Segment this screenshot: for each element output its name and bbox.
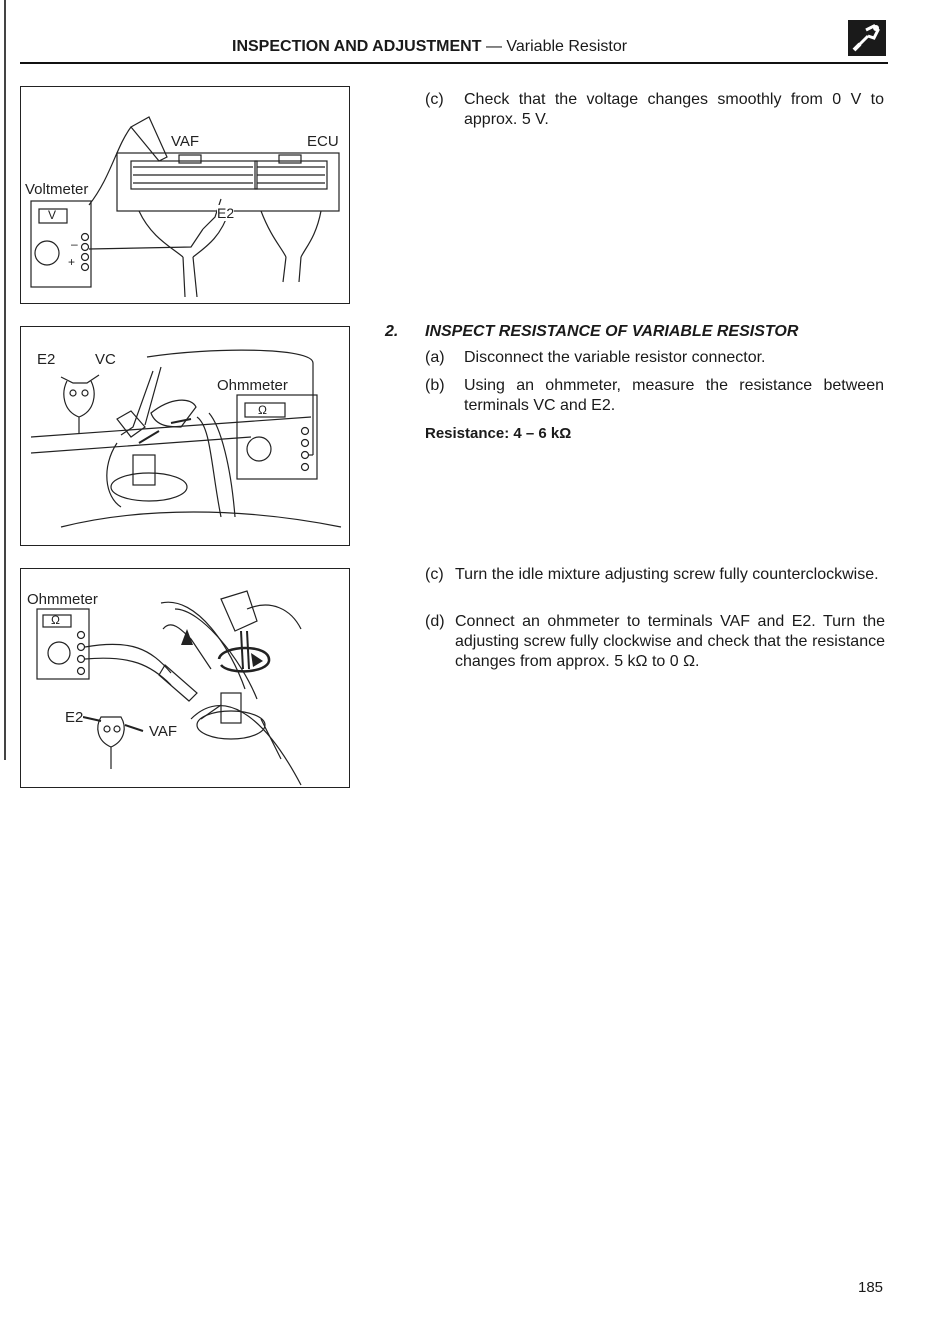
step-mark: (a) <box>425 349 445 366</box>
label-ecu: ECU <box>307 133 339 150</box>
label-plus: + <box>68 255 76 269</box>
label-ohmmeter: Ohmmeter <box>217 377 288 394</box>
label-minus: – <box>71 237 78 251</box>
page-number: 185 <box>858 1279 884 1296</box>
section-title: INSPECT RESISTANCE OF VARIABLE RESISTOR <box>425 323 799 340</box>
left-margin-rule <box>4 0 6 760</box>
figure-2-drawing <box>21 327 351 547</box>
step-mark: (b) <box>425 377 445 394</box>
step-mark: (c) <box>425 91 444 108</box>
step-mark: (d) <box>425 613 445 630</box>
label-voltmeter: Voltmeter <box>25 181 89 198</box>
meter-symbol-ohm: Ω <box>51 613 60 627</box>
figure-voltmeter-ecu <box>20 86 350 304</box>
page-header <box>232 38 627 56</box>
label-e2: E2 <box>37 351 56 368</box>
label-e2: E2 <box>217 205 235 221</box>
section-number: 2. <box>385 323 399 340</box>
step-c-text: Turn the idle mixture adjusting screw fully counterclockwise. <box>455 566 879 583</box>
header-section: INSPECTION AND ADJUSTMENT <box>232 38 482 55</box>
meter-symbol-v: V <box>48 208 57 222</box>
step-text: Check that the voltage changes smoothly from 0 V to approx. 5 V. <box>464 91 884 128</box>
label-ohmmeter: Ohmmeter <box>27 591 98 608</box>
label-vaf: VAF <box>149 723 178 740</box>
wrench-icon <box>848 20 886 56</box>
label-vc: VC <box>95 351 116 368</box>
figure-ohmmeter-vaf-e2 <box>20 568 350 788</box>
step-d-text: Connect an ohmmeter to terminals VAF and E2. Turn the adjusting screw fully clockwise and check that the resistance changes from approx. 5 kΩ to 0 Ω. <box>455 613 885 670</box>
step-a-text: Disconnect the variable resistor connector. <box>464 349 766 366</box>
resistance-spec: Resistance: 4 – 6 kΩ <box>425 425 572 442</box>
header-rule <box>20 62 888 64</box>
step-b-text: Using an ohmmeter, measure the resistance between terminals VC and E2. <box>464 377 884 414</box>
meter-symbol-ohm: Ω <box>258 403 267 417</box>
label-vaf: VAF <box>171 133 200 150</box>
header-dash: — <box>485 38 502 55</box>
label-e2: E2 <box>65 709 84 726</box>
step-mark: (c) <box>425 566 444 583</box>
header-subsection: Variable Resistor <box>506 38 628 55</box>
figure-ohmmeter-vc-e2 <box>20 326 350 546</box>
